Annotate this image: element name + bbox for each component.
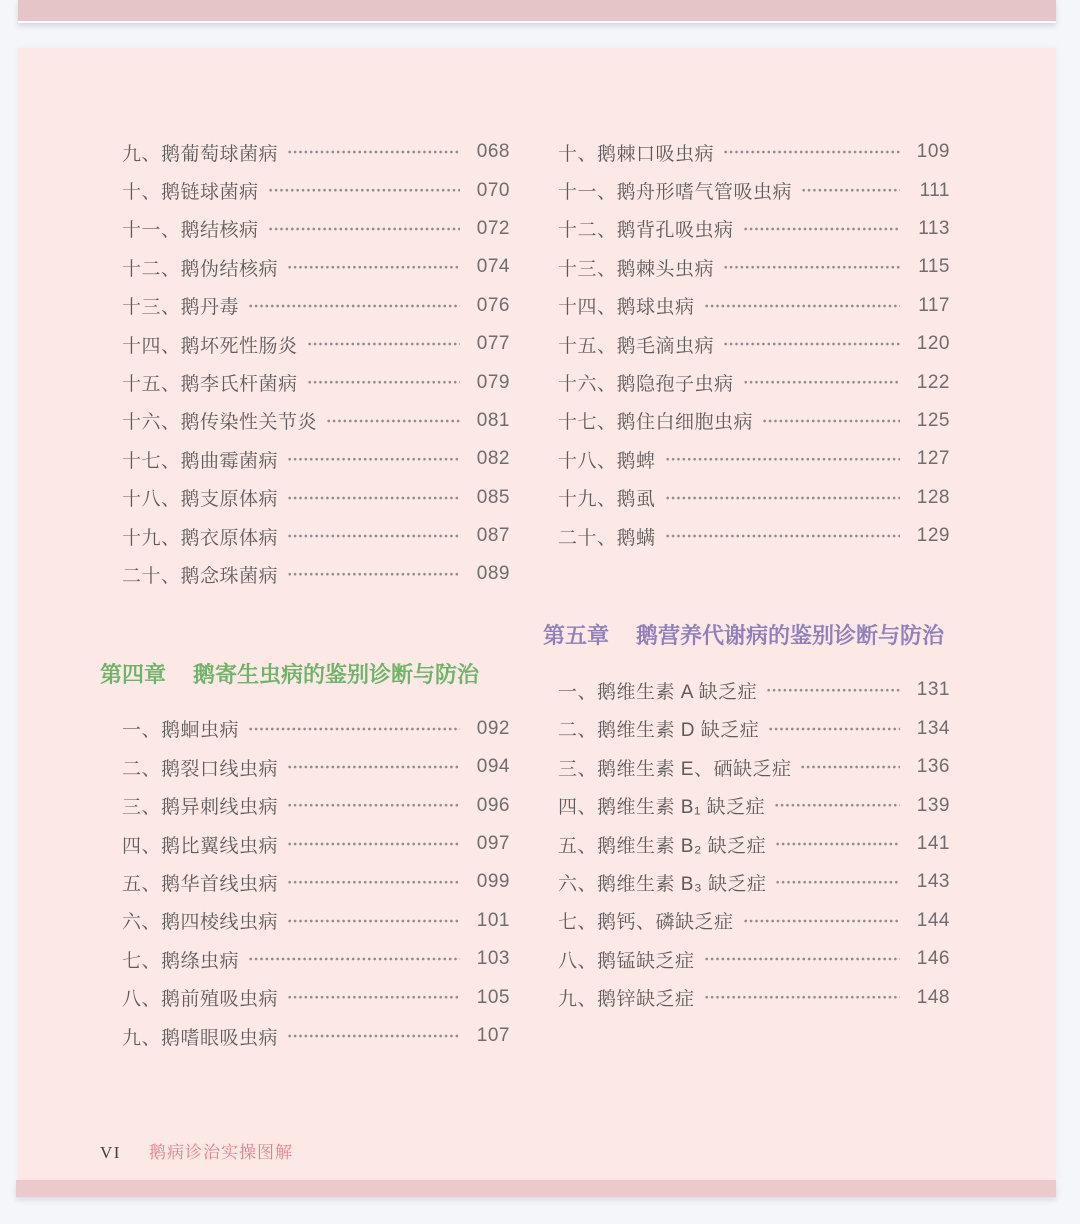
toc-entry-page-number: 131 bbox=[916, 679, 950, 701]
toc-entry-page-number: 082 bbox=[476, 448, 510, 470]
dot-leader bbox=[326, 402, 460, 440]
toc-entry-page-number: 127 bbox=[916, 448, 950, 470]
toc-entry-page-number: 077 bbox=[476, 333, 510, 355]
toc-entry bbox=[543, 710, 950, 748]
toc-entry-page-number: 097 bbox=[476, 833, 510, 855]
folio-number: VI bbox=[100, 1143, 121, 1162]
toc-entry-page-number: 113 bbox=[918, 217, 950, 239]
toc-entry-label: 二十、鹅螨 bbox=[558, 527, 656, 549]
toc-entry-label: 二、鹅裂口线虫病 bbox=[122, 758, 279, 780]
chapter-4-heading bbox=[100, 659, 510, 691]
toc-entry-label: 十五、鹅毛滴虫病 bbox=[558, 335, 715, 357]
dot-leader bbox=[268, 210, 460, 248]
toc-entry-page-number: 092 bbox=[476, 717, 510, 739]
toc-entry-label: 五、鹅华首线虫病 bbox=[122, 873, 279, 895]
dot-leader bbox=[762, 402, 900, 440]
toc-entry-label: 十八、鹅支原体病 bbox=[122, 489, 279, 511]
dot-leader bbox=[287, 825, 460, 863]
toc-entry bbox=[100, 133, 510, 171]
toc-entry-label: 十五、鹅李氏杆菌病 bbox=[122, 374, 298, 396]
toc-entry-page-number: 081 bbox=[476, 409, 510, 431]
toc-entry-label: 六、鹅四棱线虫病 bbox=[122, 912, 279, 934]
toc-entry-page-number: 128 bbox=[916, 486, 950, 508]
toc-entry bbox=[100, 210, 510, 248]
toc-entry-label: 三、鹅异刺线虫病 bbox=[122, 797, 279, 819]
toc-entry-label: 八、鹅前殖吸虫病 bbox=[122, 989, 279, 1011]
toc-entry bbox=[100, 555, 510, 593]
dot-leader bbox=[248, 940, 460, 978]
toc-entry-page-number: 148 bbox=[916, 986, 950, 1008]
toc-entry-label: 二十、鹅念珠菌病 bbox=[122, 565, 279, 587]
toc-entry-label: 三、鹅维生素 E、硒缺乏症 bbox=[558, 758, 792, 780]
toc-entry bbox=[100, 902, 510, 940]
dot-leader bbox=[768, 710, 900, 748]
toc-entry bbox=[543, 748, 950, 786]
toc-entry bbox=[543, 171, 950, 209]
toc-entry bbox=[543, 902, 950, 940]
toc-entry-page-number: 087 bbox=[476, 525, 510, 547]
toc-entry-label: 四、鹅比翼线虫病 bbox=[122, 835, 279, 857]
toc-entry-page-number: 120 bbox=[916, 333, 950, 355]
toc-entry-page-number: 089 bbox=[476, 563, 510, 585]
toc-entry-label: 十九、鹅虱 bbox=[558, 489, 656, 511]
toc-entry bbox=[543, 287, 950, 325]
toc-entry-page-number: 117 bbox=[918, 294, 950, 316]
toc-entry-label: 十三、鹅丹毒 bbox=[122, 297, 240, 319]
toc-entry-label: 十七、鹅住白细胞虫病 bbox=[558, 412, 754, 434]
dot-leader bbox=[774, 786, 900, 824]
toc-entry-label: 十三、鹅棘头虫病 bbox=[558, 258, 715, 280]
toc-entry bbox=[543, 363, 950, 401]
toc-entry bbox=[100, 402, 510, 440]
toc-entry-page-number: 134 bbox=[916, 717, 950, 739]
dot-leader bbox=[287, 440, 460, 478]
chapter-5-number: 第五章 bbox=[543, 623, 610, 649]
toc-entry-label: 十七、鹅曲霉菌病 bbox=[122, 450, 279, 472]
toc-items-group-chapter5 bbox=[543, 671, 950, 1017]
toc-entry-page-number: 125 bbox=[916, 409, 950, 431]
dot-leader bbox=[287, 248, 460, 286]
toc-entry bbox=[100, 748, 510, 786]
toc-entry bbox=[543, 978, 950, 1016]
toc-entry bbox=[100, 710, 510, 748]
top-edge-strip bbox=[18, 0, 1056, 23]
toc-entry bbox=[100, 978, 510, 1016]
toc-entry-page-number: 068 bbox=[476, 141, 510, 163]
toc-entry-label: 十四、鹅坏死性肠炎 bbox=[122, 335, 298, 357]
toc-entry bbox=[100, 786, 510, 824]
page-footer bbox=[100, 1138, 293, 1163]
toc-entry-page-number: 074 bbox=[476, 256, 510, 278]
toc-entry-label: 十、鹅棘口吸虫病 bbox=[558, 143, 715, 165]
toc-column-right bbox=[543, 133, 950, 1017]
dot-leader bbox=[287, 479, 460, 517]
toc-entry bbox=[543, 940, 950, 978]
toc-entry-label: 十二、鹅伪结核病 bbox=[122, 258, 279, 280]
toc-items-group-chapter3 bbox=[100, 133, 510, 594]
dot-leader bbox=[743, 902, 900, 940]
dot-leader bbox=[287, 748, 460, 786]
toc-entry bbox=[543, 402, 950, 440]
toc-entry-label: 九、鹅嗜眼吸虫病 bbox=[122, 1027, 279, 1049]
toc-entry-page-number: 144 bbox=[916, 909, 950, 931]
toc-entry bbox=[543, 210, 950, 248]
toc-entry-label: 十四、鹅球虫病 bbox=[558, 297, 695, 319]
toc-entry-page-number: 107 bbox=[476, 1025, 510, 1046]
bottom-edge-strip bbox=[16, 1180, 1056, 1197]
toc-entry-label: 一、鹅维生素 A 缺乏症 bbox=[558, 681, 758, 703]
chapter-5-heading bbox=[543, 620, 950, 652]
toc-entry-page-number: 129 bbox=[916, 525, 950, 547]
dot-leader bbox=[287, 133, 460, 171]
toc-entry-label: 七、鹅绦虫病 bbox=[122, 950, 240, 972]
toc-entry bbox=[100, 171, 510, 209]
toc-entry-page-number: 076 bbox=[476, 294, 510, 316]
toc-entry-label: 五、鹅维生素 B₂ 缺乏症 bbox=[558, 835, 767, 857]
toc-entry-label: 七、鹅钙、磷缺乏症 bbox=[558, 912, 734, 934]
toc-entry bbox=[100, 517, 510, 555]
dot-leader bbox=[743, 363, 900, 401]
chapter-4-title: 鹅寄生虫病的鉴别诊断与防治 bbox=[193, 661, 480, 687]
dot-leader bbox=[665, 440, 900, 478]
toc-entry-label: 六、鹅维生素 B₃ 缺乏症 bbox=[558, 873, 767, 895]
toc-entry-page-number: 085 bbox=[476, 486, 510, 508]
dot-leader bbox=[307, 325, 460, 363]
toc-entry bbox=[100, 940, 510, 978]
toc-entry bbox=[100, 825, 510, 863]
toc-entry-label: 九、鹅锌缺乏症 bbox=[558, 989, 695, 1011]
toc-entry bbox=[100, 479, 510, 517]
toc-panel bbox=[18, 48, 1056, 1180]
toc-entry-page-number: 094 bbox=[476, 756, 510, 778]
dot-leader bbox=[743, 210, 900, 248]
dot-leader bbox=[287, 786, 460, 824]
dot-leader bbox=[775, 863, 900, 901]
toc-entry bbox=[543, 671, 950, 709]
dot-leader bbox=[307, 363, 460, 401]
toc-entry bbox=[543, 479, 950, 517]
toc-entry bbox=[100, 440, 510, 478]
dot-leader bbox=[287, 902, 460, 940]
toc-entry-label: 十一、鹅结核病 bbox=[122, 220, 259, 242]
toc-entry bbox=[100, 287, 510, 325]
toc-entry-page-number: 115 bbox=[918, 256, 950, 278]
toc-entry-page-number: 146 bbox=[916, 948, 950, 970]
toc-entry-label: 二、鹅维生素 D 缺乏症 bbox=[558, 720, 760, 742]
dot-leader bbox=[665, 479, 900, 517]
toc-items-group-chapter4-a bbox=[100, 710, 510, 1056]
dot-leader bbox=[287, 517, 460, 555]
toc-entry-page-number: 143 bbox=[916, 871, 950, 893]
toc-entry-page-number: 099 bbox=[476, 871, 510, 893]
dot-leader bbox=[268, 171, 460, 209]
toc-entry bbox=[543, 863, 950, 901]
toc-entry-label: 八、鹅锰缺乏症 bbox=[558, 950, 695, 972]
toc-items-group-chapter4-b bbox=[543, 133, 950, 555]
dot-leader bbox=[665, 517, 900, 555]
toc-entry-page-number: 072 bbox=[476, 217, 510, 239]
toc-entry-page-number: 103 bbox=[476, 948, 510, 970]
dot-leader bbox=[723, 133, 900, 171]
dot-leader bbox=[775, 825, 900, 863]
toc-entry bbox=[543, 248, 950, 286]
dot-leader bbox=[248, 710, 460, 748]
toc-entry bbox=[100, 248, 510, 286]
toc-entry bbox=[543, 325, 950, 363]
toc-entry bbox=[543, 786, 950, 824]
toc-entry-page-number: 111 bbox=[919, 179, 950, 201]
toc-entry bbox=[543, 440, 950, 478]
toc-entry-label: 十六、鹅隐孢子虫病 bbox=[558, 374, 734, 396]
dot-leader bbox=[801, 171, 900, 209]
toc-entry bbox=[100, 1017, 510, 1055]
toc-entry-page-number: 136 bbox=[916, 756, 950, 778]
toc-entry-page-number: 070 bbox=[476, 179, 510, 201]
toc-entry-page-number: 105 bbox=[476, 986, 510, 1008]
toc-entry bbox=[100, 863, 510, 901]
toc-entry-label: 十八、鹅蜱 bbox=[558, 450, 656, 472]
toc-entry bbox=[543, 825, 950, 863]
toc-entry-page-number: 096 bbox=[476, 794, 510, 816]
toc-entry-page-number: 109 bbox=[916, 141, 950, 163]
dot-leader bbox=[766, 671, 900, 709]
chapter-5-title: 鹅营养代谢病的鉴别诊断与防治 bbox=[636, 623, 945, 649]
toc-entry-page-number: 079 bbox=[476, 371, 510, 393]
dot-leader bbox=[287, 555, 460, 593]
dot-leader bbox=[248, 287, 460, 325]
dot-leader bbox=[723, 325, 900, 363]
toc-entry-label: 十、鹅链球菌病 bbox=[122, 182, 259, 204]
toc-entry-label: 四、鹅维生素 B₁ 缺乏症 bbox=[558, 797, 766, 819]
dot-leader bbox=[287, 1017, 460, 1055]
dot-leader bbox=[704, 940, 900, 978]
toc-entry-label: 一、鹅蛔虫病 bbox=[122, 720, 240, 742]
toc-entry-page-number: 101 bbox=[476, 909, 510, 931]
toc-column-left bbox=[100, 133, 510, 1055]
dot-leader bbox=[704, 978, 900, 1016]
toc-entry-page-number: 141 bbox=[916, 833, 950, 855]
toc-entry-label: 十六、鹅传染性关节炎 bbox=[122, 412, 318, 434]
dot-leader bbox=[287, 863, 460, 901]
dot-leader bbox=[723, 248, 900, 286]
toc-entry-label: 十二、鹅背孔吸虫病 bbox=[558, 220, 734, 242]
dot-leader bbox=[800, 748, 900, 786]
toc-entry bbox=[100, 363, 510, 401]
toc-entry-label: 十九、鹅衣原体病 bbox=[122, 527, 279, 549]
book-title: 鹅病诊治实操图解 bbox=[148, 1143, 293, 1162]
dot-leader bbox=[287, 978, 460, 1016]
toc-entry-page-number: 139 bbox=[916, 794, 950, 816]
dot-leader bbox=[704, 287, 900, 325]
toc-entry-label: 十一、鹅舟形嗜气管吸虫病 bbox=[558, 182, 793, 204]
toc-entry-page-number: 122 bbox=[916, 371, 950, 393]
toc-entry bbox=[543, 517, 950, 555]
toc-entry bbox=[543, 133, 950, 171]
toc-entry-label: 九、鹅葡萄球菌病 bbox=[122, 143, 279, 165]
toc-entry bbox=[100, 325, 510, 363]
chapter-4-number: 第四章 bbox=[100, 661, 167, 687]
